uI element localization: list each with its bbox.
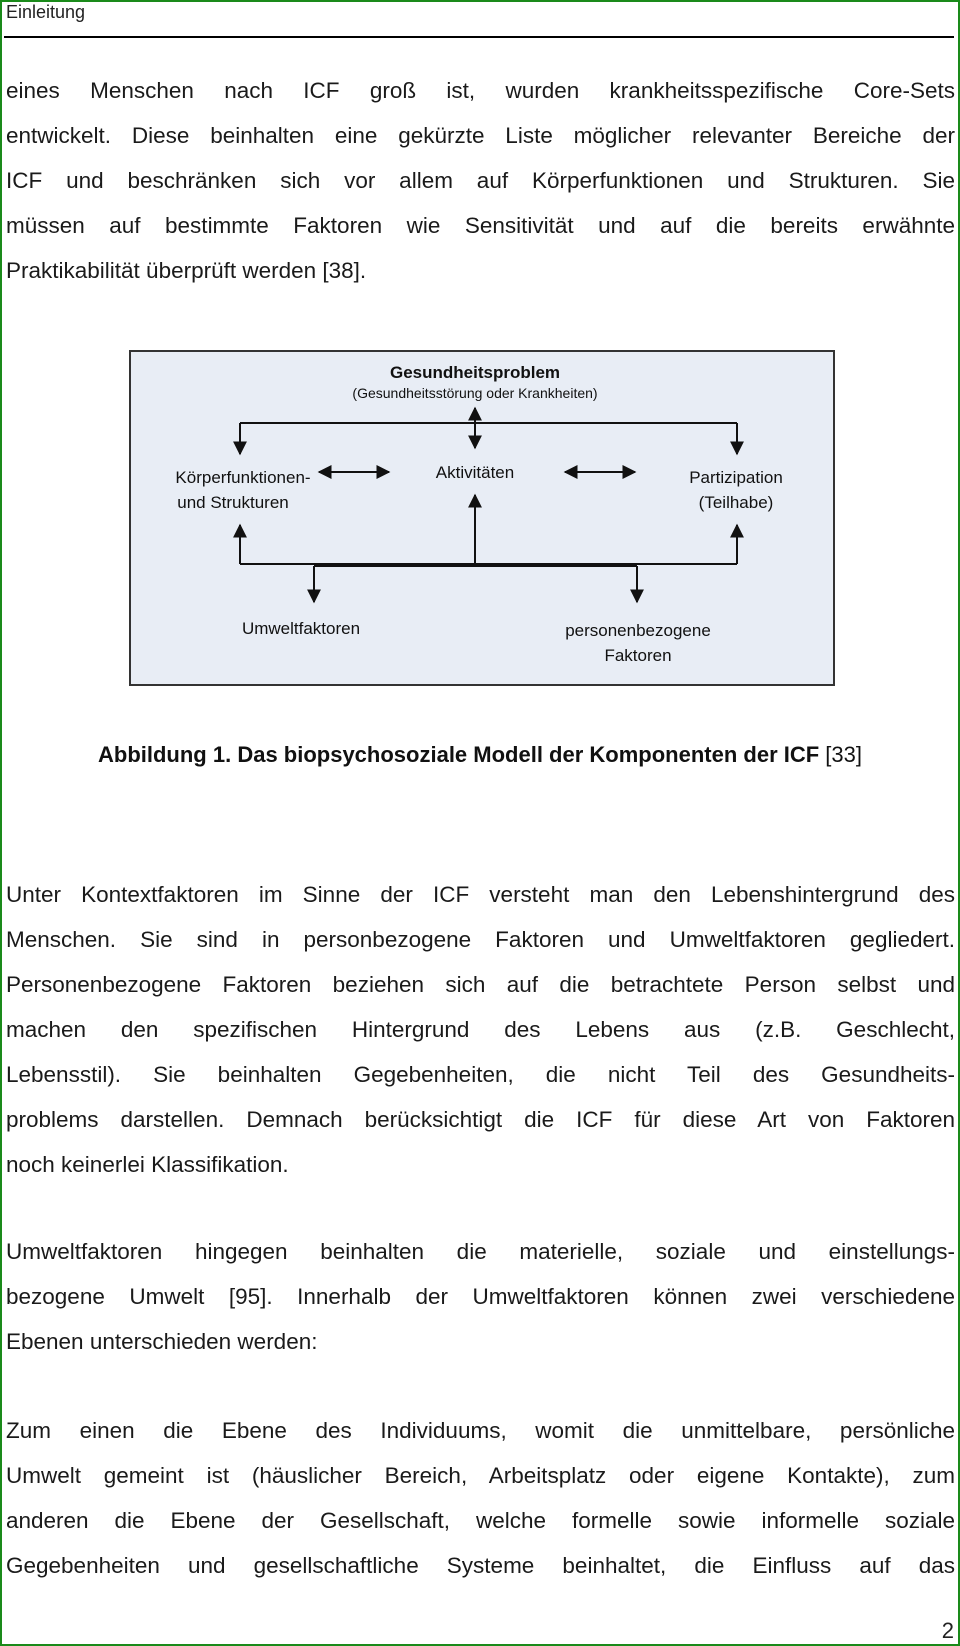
text-line: Ebenen unterschieden werden: <box>6 1329 318 1354</box>
node-partizipation-line1: Partizipation <box>689 468 783 487</box>
diagram-background <box>130 351 834 685</box>
header-divider <box>4 36 954 38</box>
figure-caption-reference: [33] <box>819 742 862 767</box>
text-line: Zum einen die Ebene des Individuums, womit die unmittelbare, persönliche <box>6 1418 955 1443</box>
text-line: bezogene Umwelt [95]. Innerhalb der Umweltfaktoren können zwei verschiedene <box>6 1284 955 1309</box>
text-line: müssen auf bestimmte Faktoren wie Sensitivität und auf die bereits erwähnte <box>6 213 955 238</box>
text-line: problems darstellen. Demnach berücksichtigt die ICF für diese Art von Faktoren <box>6 1107 955 1132</box>
text-line: ICF und beschränken sich vor allem auf Körperfunktionen und Strukturen. Sie <box>6 168 955 193</box>
text-line: Lebensstil). Sie beinhalten Gegebenheiten, die nicht Teil des Gesundheits- <box>6 1062 955 1087</box>
text-line: Umwelt gemeint ist (häuslicher Bereich, Arbeitsplatz oder eigene Kontakte), zum <box>6 1463 955 1488</box>
text-line: entwickelt. Diese beinhalten eine gekürzte Liste möglicher relevanter Bereiche der <box>6 123 955 148</box>
icf-model-diagram <box>129 350 835 686</box>
node-personenbezogene-line2: Faktoren <box>604 646 672 665</box>
node-koerperfunktionen-line2: und Strukturen <box>177 493 289 512</box>
paragraph-2 <box>6 872 955 1187</box>
node-gesundheitsproblem-subtitle: (Gesundheitsstörung oder Krankheiten) <box>352 385 598 401</box>
paragraph-1 <box>6 68 955 293</box>
text-line: Menschen. Sie sind in personbezogene Faktoren und Umweltfaktoren gegliedert. <box>6 927 955 952</box>
node-personenbezogene-line1: personenbezogene <box>565 621 711 640</box>
text-line: Unter Kontextfaktoren im Sinne der ICF versteht man den Lebenshintergrund des <box>6 882 955 907</box>
text-line: Personenbezogene Faktoren beziehen sich auf die betrachtete Person selbst und <box>6 972 955 997</box>
text-line: machen den spezifischen Hintergrund des Lebens aus (z.B. Geschlecht, <box>6 1017 955 1042</box>
figure-caption-title: Abbildung 1. Das biopsychosoziale Modell der Komponenten der ICF <box>98 742 820 767</box>
text-line: Praktikabilität überprüft werden [38]. <box>6 258 367 283</box>
node-koerperfunktionen-line1: Körperfunktionen- <box>175 468 311 487</box>
node-umweltfaktoren: Umweltfaktoren <box>241 619 361 638</box>
paragraph-4 <box>6 1408 955 1588</box>
node-aktivitaeten: Aktivitäten <box>435 463 515 482</box>
text-line: Umweltfaktoren hingegen beinhalten die materielle, soziale und einstellungs- <box>6 1239 955 1264</box>
node-partizipation-line2: (Teilhabe) <box>698 493 774 512</box>
text-line: anderen die Ebene der Gesellschaft, welche formelle sowie informelle soziale <box>6 1508 955 1533</box>
text-line: eines Menschen nach ICF groß ist, wurden krankheitsspezifische Core-Sets <box>6 78 955 103</box>
node-gesundheitsproblem-title: Gesundheitsproblem <box>389 363 561 382</box>
text-line: Gegebenheiten und gesellschaftliche Systeme beinhaltet, die Einfluss auf das <box>6 1553 955 1578</box>
figure-caption <box>0 742 960 768</box>
text-line: noch keinerlei Klassifikation. <box>6 1152 289 1177</box>
paragraph-3 <box>6 1229 955 1364</box>
page-header-title: Einleitung <box>6 2 86 22</box>
page-number: 2 <box>941 1618 954 1643</box>
